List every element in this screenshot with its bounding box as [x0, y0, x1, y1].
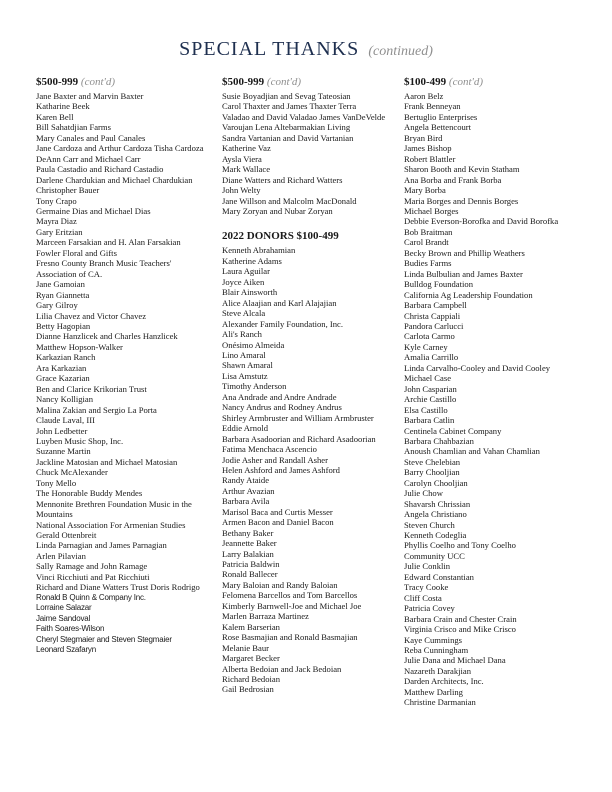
donor-name: Karkazian Ranch [36, 352, 96, 363]
donor-name: Varoujan Lena Altebarmakian Living [222, 122, 351, 133]
donor-name: Lisa Amstutz [222, 370, 268, 381]
donor-name: Fatima Menchaca Ascencio [222, 444, 317, 455]
column-heading [222, 76, 394, 89]
donor-name: Onésimo Almeida [222, 339, 285, 350]
donor-name: Marceen Farsakian and H. Alan Farsakian [36, 237, 181, 248]
donor-name: Carol Brandt [404, 237, 449, 248]
donor-name: Kimberly Barnwell-Joe and Michael Joe [222, 600, 362, 611]
donor-name: Cheryl Stegmaier and Steven Stegmaier [36, 634, 172, 644]
donor-name: Mennonite Brethren Foundation Music in the Mountains [36, 498, 192, 520]
donor-name: Barbara Chahbazian [404, 435, 474, 446]
donor-name: Patricia Baldwin [222, 559, 280, 570]
donor-name: Pandora Carlucci [404, 320, 464, 331]
donor-name: Sandra Vartanian and David Vartanian [222, 132, 354, 143]
donor-name: Helen Ashford and James Ashford [222, 464, 340, 475]
donor-name: Richard and Diane Watters Trust Doris Rodrigo [36, 582, 200, 593]
page-title [0, 38, 612, 61]
donor-name: Michael Case [404, 373, 452, 384]
column-heading-range: $500-999 [36, 76, 79, 88]
donor-name: Melanie Baur [222, 642, 270, 653]
donor-name: Tony Mello [36, 477, 77, 488]
donor-name: Nancy Kolligian [36, 394, 94, 405]
donor-name: Cliff Costa [404, 592, 442, 603]
donor-name: Tony Crapo [36, 195, 77, 206]
donor-name: Mary Canales and Paul Canales [36, 132, 146, 143]
donor-name: Virginia Crisco and Mike Crisco [404, 624, 516, 635]
donor-name: Bertuglio Enterprises [404, 111, 478, 122]
donor-name: Gerald Ottenbreit [36, 530, 97, 541]
donor-name: Kenneth Codeglia [404, 530, 467, 541]
donor-name: Linda Bulbulian and James Baxter [404, 268, 523, 279]
donor-name: Marisol Baca and Curtis Messer [222, 506, 333, 517]
donor-name: Bulldog Foundation [404, 279, 473, 290]
donor-name: Christopher Bauer [36, 185, 100, 196]
donor-name: Kyle Carney [404, 341, 448, 352]
donor-name: Jane Willson and Malcolm MacDonald [222, 195, 357, 206]
donor-name: Gail Bedrosian [222, 684, 274, 695]
donor-name: Elsa Castillo [404, 404, 448, 415]
donor-name: Ara Karkazian [36, 362, 87, 373]
donor-name: Luyben Music Shop, Inc. [36, 435, 124, 446]
donor-name: Shirley Armbruster and William Armbruster [222, 412, 374, 423]
donor-name: Kalem Barserian [222, 621, 280, 632]
donor-name: Jane Baxter and Marvin Baxter [36, 91, 144, 101]
column-heading-range: $500-999 [222, 76, 265, 88]
donor-name: Gary Gilroy [36, 300, 78, 311]
donor-name: Fowler Floral and Gifts [36, 247, 117, 258]
donor-name: National Association For Armenian Studies [36, 519, 186, 530]
donor-name: Armen Bacon and Daniel Bacon [222, 517, 334, 528]
donor-name: Edward Constantian [404, 571, 474, 582]
donor-name: Jane Cardoza and Arthur Cardoza Tisha Cardoza [36, 143, 204, 154]
donor-name: Amalia Carrillo [404, 352, 459, 363]
donor-name: Katharine Beek [36, 101, 90, 112]
donor-name: Mary Baloian and Randy Baloian [222, 579, 338, 590]
donor-name: Susie Boyadjian and Sevag Tateosian [222, 91, 351, 101]
donor-name: Vinci Ricchiuti and Pat Ricchiuti [36, 571, 150, 582]
donor-name: Eddie Arnold [222, 423, 269, 434]
donor-name: Christine Darmanian [404, 697, 476, 708]
donor-name: Ryan Giannetta [36, 289, 90, 300]
donor-name: Sally Ramage and John Ramage [36, 561, 148, 572]
donor-name: Mark Wallace [222, 164, 271, 175]
donor-name: Matthew Darling [404, 686, 463, 697]
donor-name: Budies Farms [404, 258, 452, 269]
donor-name: Barry Chooljian [404, 467, 460, 478]
donor-name: Margaret Becker [222, 653, 280, 664]
donor-name: Bob Braitman [404, 226, 453, 237]
donor-name: Centinela Cabinet Company [404, 425, 502, 436]
donor-name: Richard Bedoian [222, 674, 280, 685]
donor-name: Joyce Aiken [222, 276, 265, 287]
donor-name: Katherine Vaz [222, 143, 271, 154]
donor-name: Steve Alcala [222, 308, 266, 319]
donor-name: Larry Balakian [222, 548, 274, 559]
column-heading-suffix: (cont'd) [448, 76, 484, 88]
donor-name: Paula Castadio and Richard Castadio [36, 164, 164, 175]
donor-name: Julie Chow [404, 488, 443, 499]
donor-name: Aysla Viera [222, 153, 262, 164]
donor-name: Matthew Hopson-Walker [36, 341, 123, 352]
donor-name: Carolyn Chooljian [404, 477, 468, 488]
donor-column-1 [36, 76, 212, 655]
donor-name: Mayra Diaz [36, 216, 77, 227]
donor-name: Robert Blattler [404, 153, 456, 164]
donor-name: Kaye Cummings [404, 634, 463, 645]
donor-name: Angela Christiano [404, 509, 467, 520]
donor-name: Jaime Sandoval [36, 613, 91, 623]
donor-name: Valadao and David Valadao James VanDeVelde [222, 111, 386, 122]
donor-list-continued [36, 593, 212, 656]
donor-name: Suzanne Martin [36, 446, 91, 457]
donor-name: Nazareth Darakjian [404, 665, 472, 676]
donor-name: John Casparian [404, 383, 457, 394]
donor-list-2022 [222, 245, 394, 694]
donor-name: Grace Kazarian [36, 373, 90, 384]
column-heading [404, 76, 582, 89]
donor-name: Chuck McAlexander [36, 467, 108, 478]
donor-name: Bill Sahatdjian Farms [36, 122, 111, 133]
column-heading-range: $100-499 [404, 76, 447, 88]
donor-name: Bryan Bird [404, 132, 443, 143]
donor-name: Aaron Belz [404, 91, 444, 101]
donor-name: Barbara Campbell [404, 300, 467, 311]
donor-name: Karen Bell [36, 111, 74, 122]
donor-name: Dianne Hanzlicek and Charles Hanzlicek [36, 331, 178, 342]
donor-name: Rose Basmajian and Ronald Basmajian [222, 632, 358, 643]
donor-name: Julie Dana and Michael Dana [404, 655, 506, 666]
donor-name: Michael Borges [404, 205, 459, 216]
donor-name: Debbie Everson-Borofka and David Borofka [404, 216, 559, 227]
donor-name: Barbara Asadoorian and Richard Asadoorian [222, 433, 376, 444]
donor-name: Frank Benneyan [404, 101, 461, 112]
donor-name: Tracy Cooke [404, 582, 449, 593]
donor-name: Steven Church [404, 519, 455, 530]
donor-name: Lilia Chavez and Victor Chavez [36, 310, 147, 321]
donor-name: Gary Eritzian [36, 226, 83, 237]
donor-name: Ana Andrade and Andre Andrade [222, 391, 337, 402]
donor-name: Arlen Pilavian [36, 550, 86, 561]
donor-name: Darden Architects, Inc. [404, 676, 484, 687]
donor-name: California Ag Leadership Foundation [404, 289, 533, 300]
donor-name: Phyllis Coelho and Tony Coelho [404, 540, 516, 551]
donor-name: Mary Zoryan and Nubar Zoryan [222, 205, 333, 216]
donor-name: Barbara Crain and Chester Crain [404, 613, 517, 624]
donor-name: Jackline Matosian and Michael Matosian [36, 456, 178, 467]
donor-name: Carlota Carmo [404, 331, 455, 342]
donor-name: Laura Aguilar [222, 266, 270, 277]
donor-name: Betty Hagopian [36, 320, 91, 331]
donor-name: Fresno County Branch Music Teachers' Association of CA. [36, 258, 172, 279]
donor-name: Diane Watters and Richard Watters [222, 174, 343, 185]
donor-name: Claude Laval, III [36, 415, 95, 426]
donor-name: Becky Brown and Phillip Weathers [404, 247, 525, 258]
donor-name: Timothy Anderson [222, 381, 287, 392]
column-heading-suffix: (cont'd) [80, 76, 116, 88]
donor-name: John Welty [222, 185, 261, 196]
donor-column-2 [222, 76, 394, 695]
donor-name: Blair Ainsworth [222, 287, 278, 298]
donor-name: Kenneth Abrahamian [222, 245, 296, 256]
donor-name: Shavarsh Chrissian [404, 498, 471, 509]
donor-name: Ronald B Quinn & Company Inc. [36, 592, 146, 602]
donor-name: Patricia Covey [404, 603, 455, 614]
donor-name: Barbara Avila [222, 496, 270, 507]
donor-name: Ana Borba and Frank Borba [404, 174, 502, 185]
donor-name: Shawn Amaral [222, 360, 273, 371]
donor-name: Germaine Dias and Michael Dias [36, 205, 151, 216]
donor-name: Faith Soares-Wilson [36, 624, 105, 634]
donor-name: Katherine Adams [222, 255, 282, 266]
donor-name: Anoush Chamlian and Vahan Chamlian [404, 446, 540, 457]
donor-name: Barbara Catlin [404, 415, 455, 426]
donor-name: Jeannette Baker [222, 538, 277, 549]
donor-name: Lino Amaral [222, 349, 266, 360]
donor-name: Nancy Andrus and Rodney Andrus [222, 402, 342, 413]
donor-name: Lorraine Salazar [36, 603, 92, 613]
donor-name: Malina Zakian and Sergio La Porta [36, 404, 157, 415]
column-heading [36, 76, 212, 89]
donor-name: Darlene Chardukian and Michael Chardukian [36, 174, 193, 185]
donor-name: Bethany Baker [222, 527, 274, 538]
donor-name: Linda Carvalho-Cooley and David Cooley [404, 362, 551, 373]
donor-name: Alberta Bedoian and Jack Bedoian [222, 663, 342, 674]
donor-list [404, 91, 582, 708]
donor-name: Arthur Avazian [222, 485, 275, 496]
donor-name: Community UCC [404, 550, 465, 561]
donor-name: Reba Cunningham [404, 645, 469, 656]
donor-name: DeAnn Carr and Michael Carr [36, 153, 141, 164]
donor-name: Angela Bettencourt [404, 122, 472, 133]
donor-name: Ronald Ballecer [222, 569, 278, 580]
page-title-main: SPECIAL THANKS [179, 38, 360, 60]
donor-list [36, 91, 212, 593]
donor-name: Leonard Szafaryn [36, 645, 96, 655]
section-heading-2022-donors: 2022 DONORS $100-499 [222, 230, 339, 243]
page-title-suffix: (continued) [368, 44, 433, 59]
donor-name: Julie Conklin [404, 561, 451, 572]
donor-name: Jane Gamoian [36, 279, 85, 290]
donor-name: Christa Cappiali [404, 310, 461, 321]
donor-name: James Bishop [404, 143, 452, 154]
donor-name: Sharon Booth and Kevin Statham [404, 164, 520, 175]
donor-name: Mary Borba [404, 185, 446, 196]
donor-name: Ben and Clarice Krikorian Trust [36, 383, 147, 394]
column-heading-suffix: (cont'd) [266, 76, 302, 88]
donor-name: The Honorable Buddy Mendes [36, 488, 143, 499]
donor-name: Carol Thaxter and James Thaxter Terra [222, 101, 357, 112]
donor-name: Ali's Ranch [222, 329, 262, 340]
donor-name: Randy Ataide [222, 475, 270, 486]
donor-name: Felomena Barcellos and Tom Barcellos [222, 590, 358, 601]
donor-column-3 [404, 76, 582, 708]
donor-name: Linda Parnagian and James Parnagian [36, 540, 167, 551]
donor-name: Maria Borges and Dennis Borges [404, 195, 519, 206]
donor-list [222, 91, 394, 216]
donor-name: Jodie Asher and Randall Asher [222, 454, 328, 465]
donor-name: Archie Castillo [404, 394, 457, 405]
donor-name: John Ledbetter [36, 425, 88, 436]
donor-name: Alexander Family Foundation, Inc. [222, 318, 344, 329]
donor-name: Marlen Barraza Martinez [222, 611, 309, 622]
donor-name: Steve Chelebian [404, 456, 461, 467]
donor-name: Alice Alaajian and Karl Alajajian [222, 297, 337, 308]
